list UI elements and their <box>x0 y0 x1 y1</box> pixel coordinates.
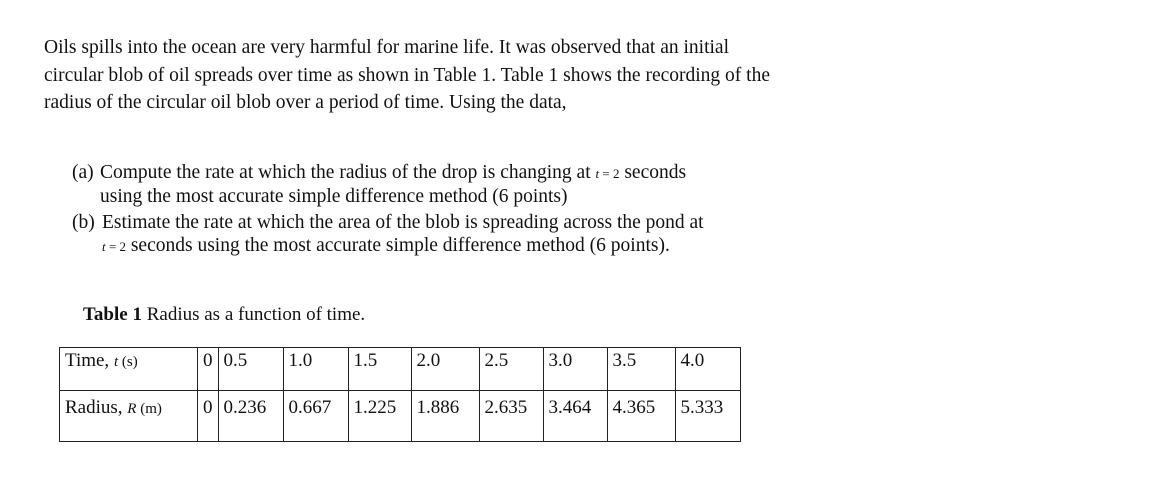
question-a <box>72 161 792 208</box>
table-caption-bold: Table 1 <box>83 304 142 325</box>
table-cell: 0.667 <box>283 391 348 442</box>
row-header-time-var: t <box>113 354 119 370</box>
question-b-math-num: 2 <box>119 239 126 254</box>
question-a-text-after: seconds <box>619 162 687 183</box>
table-cell: 0 <box>198 391 219 442</box>
table-cell: 0.5 <box>218 348 283 391</box>
question-b-math-eq: = <box>105 239 120 254</box>
table-cell: 4.365 <box>607 391 675 442</box>
table-cell: 1.886 <box>411 391 479 442</box>
table-cell: 4.0 <box>675 348 740 391</box>
intro-paragraph: Oils spills into the ocean are very harmful for marine life. It was observed that an initial circular blob of oil spreads over time as shown in Table 1. Table 1 shows the recording of the radius of the circular oil blob over a period of time. Using the data, <box>44 37 770 113</box>
question-a-text-before: Compute the rate at which the radius of the drop is changing at <box>100 162 596 183</box>
table-caption <box>83 304 365 326</box>
table-cell: 0 <box>198 348 219 391</box>
table-row-time <box>60 348 741 391</box>
radius-table <box>59 347 741 442</box>
table-cell: 2.5 <box>479 348 543 391</box>
table-cell: 3.0 <box>543 348 607 391</box>
row-header-time <box>60 348 198 391</box>
question-a-math-eq: = <box>599 166 613 181</box>
row-header-time-unit: (s) <box>118 354 138 370</box>
table-cell: 1.225 <box>348 391 411 442</box>
question-a-math-var: t <box>595 166 600 181</box>
table-cell: 2.0 <box>411 348 479 391</box>
table-caption-rest: Radius as a function of time. <box>141 304 366 325</box>
question-b-line1: Estimate the rate at which the area of the blob is spreading across the pond at <box>102 212 704 233</box>
row-header-radius-unit: (m) <box>136 401 162 417</box>
row-header-radius-var: R <box>127 401 137 417</box>
question-a-body <box>100 161 792 208</box>
row-header-radius <box>60 391 198 442</box>
table-cell: 1.5 <box>348 348 411 391</box>
question-b-body <box>102 211 792 258</box>
table-cell: 1.0 <box>283 348 348 391</box>
row-header-time-label: Time, <box>65 350 114 371</box>
question-list <box>72 161 792 258</box>
table-cell: 0.236 <box>218 391 283 442</box>
question-b <box>72 211 792 258</box>
question-b-text-after: seconds using the most accurate simple difference method (6 points). <box>125 235 670 256</box>
question-a-math-num: 2 <box>612 166 620 181</box>
table-row-radius <box>60 391 741 442</box>
table-cell: 5.333 <box>675 391 740 442</box>
table-cell: 2.635 <box>479 391 543 442</box>
question-a-label: (a) <box>72 162 94 183</box>
table-cell: 3.5 <box>607 348 675 391</box>
question-b-label: (b) <box>72 212 95 233</box>
row-header-radius-label: Radius, <box>65 397 128 418</box>
question-a-line2: using the most accurate simple difference method (6 points) <box>100 186 568 207</box>
question-b-math-var: t <box>102 239 106 254</box>
table-cell: 3.464 <box>543 391 607 442</box>
